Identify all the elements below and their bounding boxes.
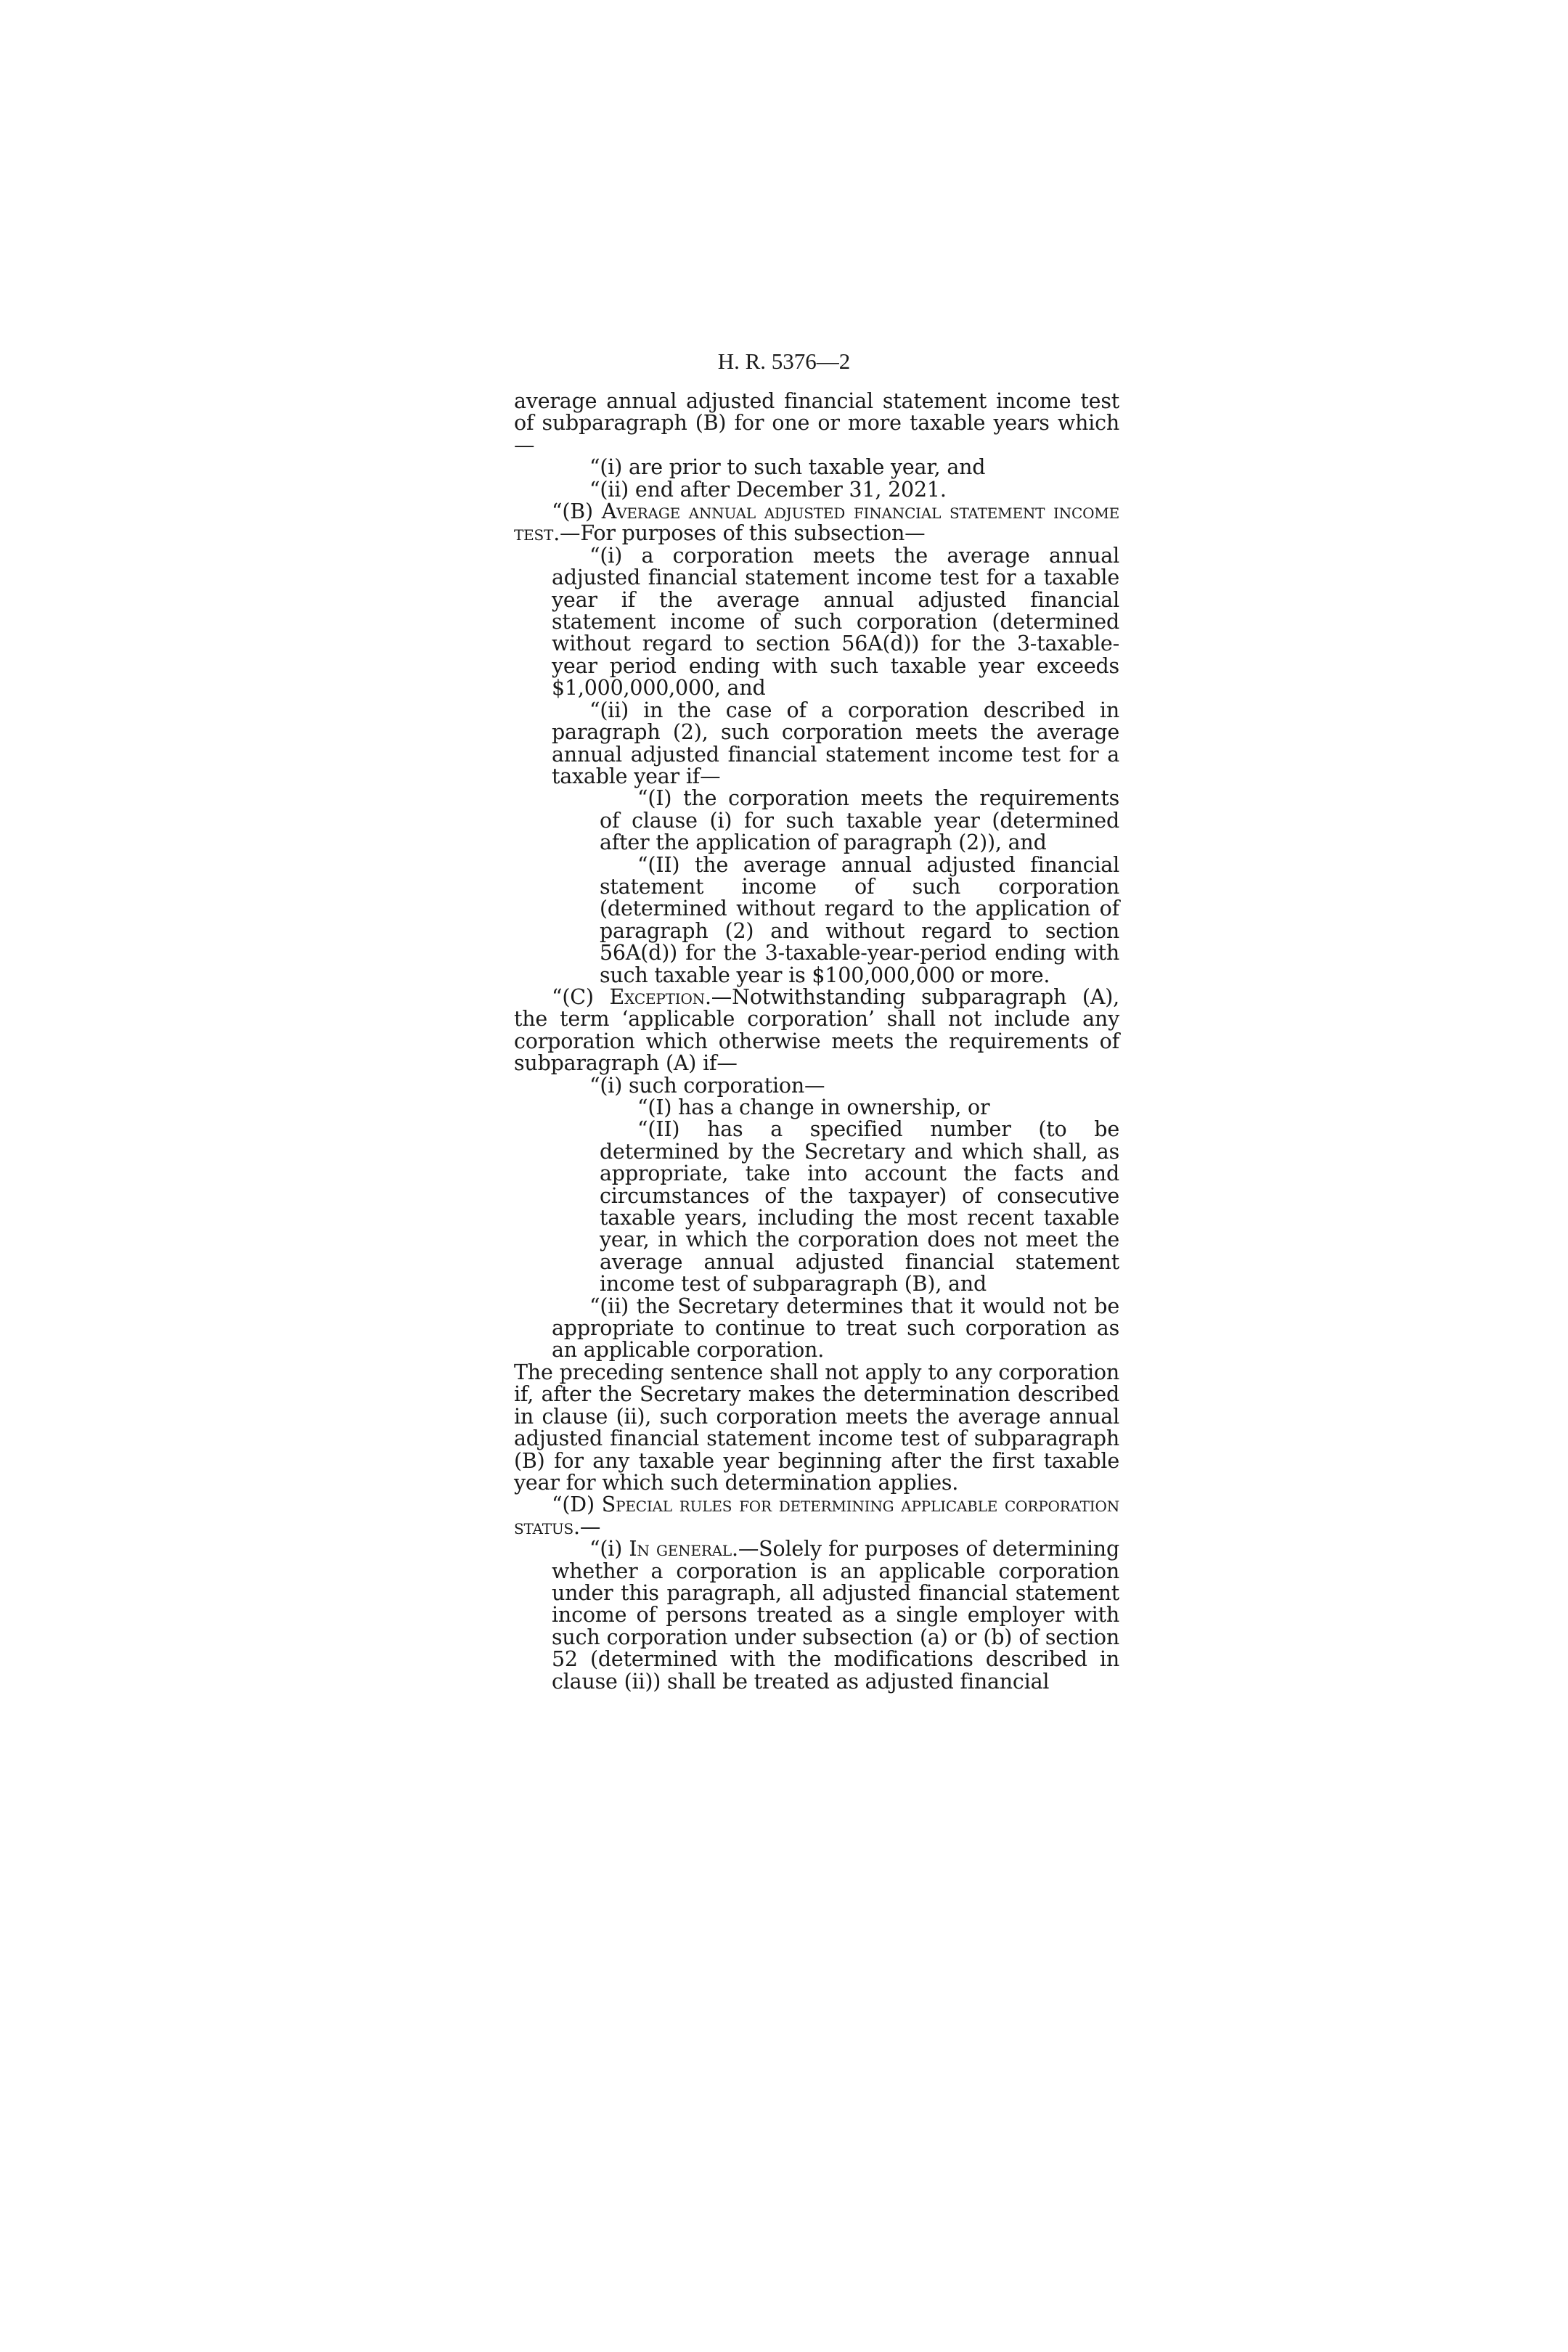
paragraph bbox=[552, 545, 1119, 700]
paragraph-text: The preceding sentence shall not apply to any corporation if, after the Secretary makes the determination described in clause (ii), such corporation meets the average annual adjusted financial statement income test of subparagraph (B) for any taxable year beginning after the first taxable year for which such determination applies. bbox=[514, 1360, 1119, 1495]
paragraph bbox=[552, 457, 1119, 478]
paragraph-text: “(ii) the Secretary determines that it would not be appropriate to continue to treat such corporation as an applicable corporation. bbox=[552, 1294, 1119, 1363]
page-header: H. R. 5376—2 bbox=[717, 348, 851, 374]
paragraph-lead: “(B) bbox=[552, 499, 602, 524]
paragraph bbox=[552, 479, 1119, 501]
paragraph-text: “(I) the corporation meets the requirements of clause (i) for such taxable year (determined after the application of paragraph (2)), and bbox=[600, 786, 1119, 855]
paragraph-text: “(i) such corporation— bbox=[589, 1073, 825, 1098]
paragraph bbox=[600, 788, 1119, 854]
paragraph bbox=[514, 391, 1119, 457]
bill-text bbox=[514, 391, 1119, 1693]
paragraph-lead: “(C) bbox=[552, 984, 610, 1009]
paragraph bbox=[600, 854, 1119, 987]
paragraph-text: “(ii) end after December 31, 2021. bbox=[589, 477, 947, 502]
paragraph-text: “(II) has a specified number (to be determined by the Secretary and which shall, as appropriate, take into account the facts and circumstances of the taxpayer) of consecutive taxable years, including the most recent taxable year, in which the corporation does not meet the average annual adjusted financial statement income test of subparagraph (B), and bbox=[600, 1117, 1119, 1297]
paragraph-text: “(i) a corporation meets the average annual adjusted financial statement income test for a taxable year if the average annual adjusted financial statement income of such corporation (determined without regard to section 56A(d)) for the 3-taxable-year period ending with such taxable year exceeds $1,000,000,000, and bbox=[552, 543, 1119, 701]
paragraph bbox=[600, 1119, 1119, 1295]
section-heading: Exception bbox=[609, 984, 705, 1009]
paragraph-text: .—Notwithstanding subparagraph (A), the term ‘applicable corporation’ shall not include any corporation which otherwise meets the requirements of subparagraph (A) if— bbox=[514, 984, 1119, 1076]
paragraph bbox=[552, 1538, 1119, 1693]
paragraph-text: “(I) has a change in ownership, or bbox=[637, 1095, 990, 1119]
section-heading: In general bbox=[629, 1537, 732, 1561]
paragraph-text: “(II) the average annual adjusted financial statement income of such corporation (determined without regard to the application of paragraph (2) and without regard to section 56A(d)) for the 3-taxable-year-period ending with such taxable year is $100,000,000 or more. bbox=[600, 852, 1119, 987]
paragraph-text: “(ii) in the case of a corporation described in paragraph (2), such corporation meets the average annual adjusted financial statement income test for a taxable year if— bbox=[552, 698, 1119, 788]
paragraph-text: .— bbox=[573, 1514, 601, 1539]
paragraph bbox=[514, 1494, 1119, 1538]
section-heading: Average annual adjusted financial statement income test bbox=[514, 499, 1120, 546]
paragraph bbox=[552, 1075, 1119, 1097]
paragraph bbox=[514, 501, 1119, 545]
paragraph-text: .—Solely for purposes of determining whether a corporation is an applicable corporation under this paragraph, all adjusted financial statement income of persons treated as a single employer with such corporation under subsection (a) or (b) of section 52 (determined with the modifications described in clause (ii)) shall be treated as adjusted financial bbox=[552, 1537, 1120, 1694]
paragraph bbox=[600, 1097, 1119, 1119]
paragraph-lead: “(D) bbox=[552, 1493, 602, 1517]
paragraph bbox=[514, 1362, 1119, 1494]
paragraph-lead: “(i) bbox=[589, 1537, 629, 1561]
paragraph bbox=[552, 1296, 1119, 1362]
paragraph-text: average annual adjusted financial statement income test of subparagraph (B) for one or more taxable years which— bbox=[514, 389, 1119, 457]
paragraph-text: “(i) are prior to such taxable year, and bbox=[589, 455, 986, 480]
paragraph-text: .—For purposes of this subsection— bbox=[553, 521, 926, 546]
paragraph bbox=[514, 984, 1119, 1076]
section-heading: Special rules for determining applicable corporation status bbox=[514, 1493, 1119, 1539]
paragraph bbox=[552, 700, 1119, 788]
